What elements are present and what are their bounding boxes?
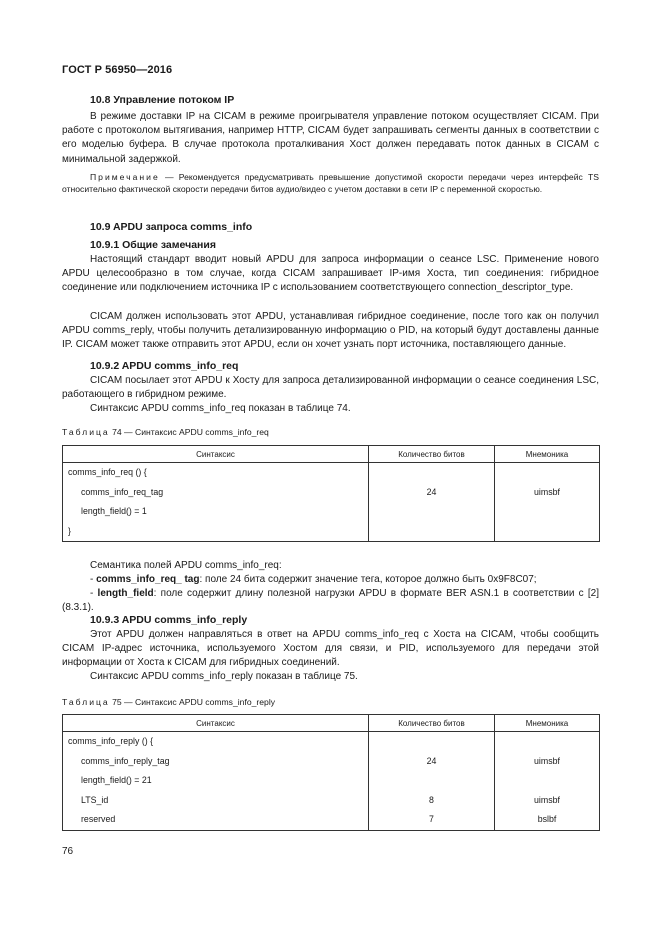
table-cell: uimsbf [534, 755, 560, 766]
section-10-9-1-text-1: Настоящий стандарт вводит новый APDU для запроса информации о сеансе LSC. Применение нового APDU целесообразно в том случае, когда CICAM запрашивает IP-имя Хоста, тип соединения: гибридное соединение или подключением источника IP с использованием соответствующего connection_descriptor_type. [62, 254, 599, 294]
table-cell: 8 [429, 794, 434, 805]
semantics-item-length [62, 587, 599, 615]
table-75-title: 75 — Синтаксис APDU comms_info_reply [109, 697, 276, 707]
table-75-header-row [63, 715, 600, 732]
table-row: LTS_id [81, 794, 109, 805]
table-cell: 24 [426, 755, 437, 766]
table-74-bits-cell [369, 463, 495, 542]
table-row: comms_info_req () { [68, 467, 147, 477]
section-10-9-3-text-1: Этот APDU должен направляться в ответ на APDU comms_info_req с Хоста на CICAM, чтобы сообщить CICAM IP-адрес источника, используемого Хостом для связи, и PID, используемого для передачи этой информации от Хоста к CICAM для гибридных соединений. [62, 629, 599, 669]
section-10-9-2-paragraph-1 [62, 374, 599, 402]
section-10-9-2-title: 10.9.2 APDU comms_info_req [90, 360, 239, 372]
field-name: length_field [97, 588, 154, 599]
table-74-header-mnemonic: Мнемоника [495, 446, 600, 463]
note-label: Примечание [90, 172, 160, 182]
section-10-9-3-title: 10.9.3 APDU comms_info_reply [90, 614, 248, 626]
field-name: comms_info_req_ tag [96, 574, 200, 585]
table-74-title: 74 — Синтаксис APDU comms_info_req [109, 427, 269, 437]
table-row: length_field() = 1 [81, 506, 147, 516]
table-row: reserved [81, 814, 116, 824]
bullet-dash: - [90, 588, 98, 599]
table-cell: 24 [426, 486, 437, 497]
document-header: ГОСТ Р 56950—2016 [62, 64, 173, 76]
section-10-9-1-title: 10.9.1 Общие замечания [90, 239, 216, 251]
section-10-8-title: 10.8 Управление потоком IP [90, 94, 235, 106]
table-75-header-bits: Количество битов [369, 715, 495, 732]
table-cell [369, 502, 494, 522]
table-row: comms_info_reply_tag [81, 755, 170, 766]
section-10-8-paragraph [62, 110, 599, 167]
note-block [62, 171, 599, 196]
table-row: } [68, 525, 71, 536]
table-cell: 7 [429, 814, 434, 824]
table-row: comms_info_reply () { [68, 736, 154, 746]
section-10-9-3-paragraph-1 [62, 628, 599, 671]
field-description: : поле 24 бита содержит значение тега, которое должно быть 0x9F8C07; [199, 574, 537, 585]
table-74-header-bits: Количество битов [369, 446, 495, 463]
table-row: length_field() = 21 [81, 775, 152, 785]
table-row: comms_info_req_tag [81, 486, 164, 497]
table-cell [495, 522, 599, 542]
section-10-9-2-text-1: CICAM посылает этот APDU к Хосту для запроса детализированной информации о сеансе соединения LSC, работающего в гибридном режиме. [62, 375, 599, 401]
section-10-8-text: В режиме доставки IP на CICAM в режиме проигрывателя управление потоком осуществляет CICAM. При работе с протоколом вытягивания, например HTTP, CICAM будет запрашивать сегменты данных в соответствии с его моделью буфера. В случае протокола проталкивания Хост должен передавать поток данных в CICAM с минимальной задержкой. [62, 111, 599, 165]
table-cell [369, 771, 494, 791]
section-10-9-2-paragraph-2: Синтаксис APDU comms_info_req показан в таблице 74. [90, 403, 351, 414]
semantics-intro: Семантика полей APDU comms_info_req: [90, 560, 282, 571]
table-75-header-syntax: Синтаксис [63, 715, 369, 732]
table-cell [495, 463, 599, 483]
table-74-label: Таблица [62, 427, 110, 437]
table-cell [369, 463, 494, 483]
table-cell [495, 502, 599, 522]
note-text: — Рекомендуется предусматривать превышение допустимой скорости передачи через интерфейс TS относительно фактической скорости передачи битов аудио/видео с учетом доставки в сети IP с переменной скоростью. [62, 172, 599, 195]
section-10-9-1-paragraph-2 [62, 310, 599, 353]
table-cell: uimsbf [534, 486, 560, 497]
table-cell: uimsbf [534, 794, 560, 805]
table-75-header-mnemonic: Мнемоника [495, 715, 600, 732]
table-cell [495, 771, 599, 791]
semantics-item-tag [90, 573, 599, 587]
table-74-syntax-cell [63, 463, 369, 542]
table-75-syntax-cell [63, 732, 369, 831]
table-75-label: Таблица [62, 697, 110, 707]
field-description: : поле содержит длину полезной нагрузки APDU в формате BER ASN.1 в соответствии с [2] (8.3.1). [62, 588, 600, 614]
table-74-body [63, 463, 600, 542]
table-cell [369, 732, 494, 752]
table-74-header-row [63, 446, 600, 463]
table-74-header-syntax: Синтаксис [63, 446, 369, 463]
page-number: 76 [62, 846, 74, 857]
table-cell [495, 732, 599, 752]
table-74-mnemonic-cell [495, 463, 600, 542]
table-74-caption [62, 427, 269, 437]
table-74 [62, 445, 600, 542]
table-75-mnemonic-cell [495, 732, 600, 831]
section-10-9-1-text-2: CICAM должен использовать этот APDU, устанавливая гибридное соединение, после того как он получил APDU comms_reply, чтобы получить детализированную информацию о PID, на который будут доставлены данные IP. CICAM может также отправить этот APDU, если он хочет узнать порт источника, поставляющего данные. [62, 311, 599, 351]
table-cell [369, 522, 494, 542]
bullet-dash: - [90, 574, 97, 585]
table-75 [62, 714, 600, 831]
table-75-body [63, 732, 600, 831]
table-cell: bslbf [537, 814, 557, 824]
section-10-9-3-paragraph-2: Синтаксис APDU comms_info_reply показан в таблице 75. [90, 671, 358, 682]
section-10-9-title: 10.9 APDU запроса comms_info [90, 221, 253, 233]
table-75-bits-cell [369, 732, 495, 831]
section-10-9-1-paragraph-1 [62, 253, 599, 296]
table-75-caption [62, 697, 275, 707]
